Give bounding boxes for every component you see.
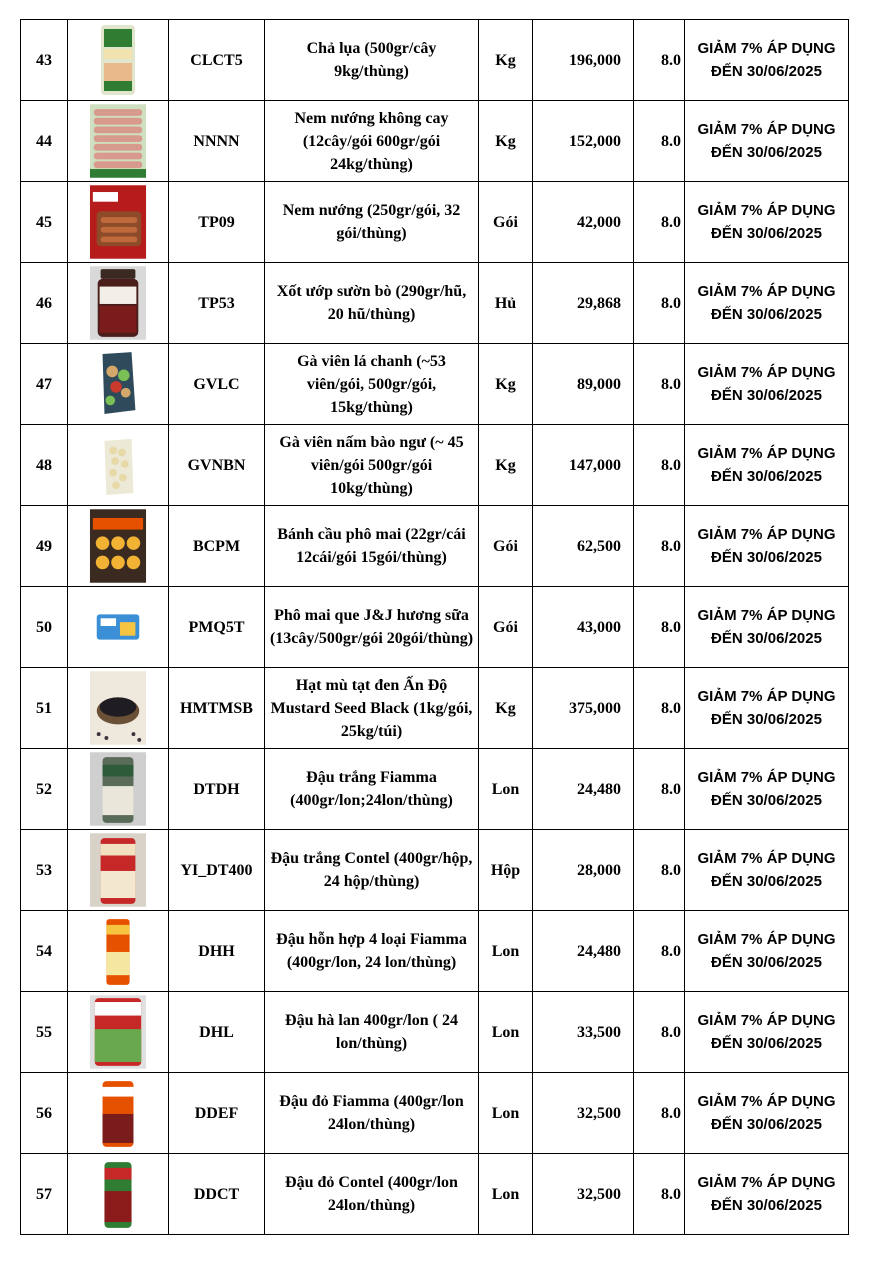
promotion-discount: GIẢM 7% ÁP DỤNG	[697, 202, 836, 219]
red-bean-fiamma-can-photo	[89, 1074, 147, 1152]
row-number: 47	[21, 344, 68, 425]
table-row	[21, 1154, 849, 1235]
promotion-note	[685, 911, 849, 992]
promotion-discount: GIẢM 7% ÁP DỤNG	[697, 1012, 836, 1029]
product-name: Gà viên lá chanh (~53 viên/gói, 500gr/gói, 15kg/thùng)	[265, 344, 479, 425]
pork-roll-package-photo	[89, 21, 147, 99]
promotion-end-date: ĐẾN 30/06/2025	[711, 144, 822, 161]
vat-rate: 8.0	[634, 1154, 685, 1235]
product-name: Đậu hỗn hợp 4 loại Fiamma (400gr/lon, 24 lon/thùng)	[265, 911, 479, 992]
product-code: NNNN	[169, 101, 265, 182]
vat-rate: 8.0	[634, 101, 685, 182]
promotion-note	[685, 263, 849, 344]
promotion-discount: GIẢM 7% ÁP DỤNG	[697, 283, 836, 300]
unit-price: 43,000	[533, 587, 634, 668]
promotion-note	[685, 344, 849, 425]
product-name: Đậu hà lan 400gr/lon ( 24 lon/thùng)	[265, 992, 479, 1073]
promotion-discount: GIẢM 7% ÁP DỤNG	[697, 40, 836, 57]
unit: Lon	[479, 1073, 533, 1154]
product-code: DDEF	[169, 1073, 265, 1154]
unit: Lon	[479, 911, 533, 992]
unit-price: 24,480	[533, 749, 634, 830]
product-name: Nem nướng (250gr/gói, 32 gói/thùng)	[265, 182, 479, 263]
row-number: 50	[21, 587, 68, 668]
unit: Gói	[479, 587, 533, 668]
product-code: TP09	[169, 182, 265, 263]
product-name: Đậu trắng Contel (400gr/hộp, 24 hộp/thùng)	[265, 830, 479, 911]
product-image-cell	[68, 182, 169, 263]
table-row	[21, 344, 849, 425]
unit-price: 152,000	[533, 101, 634, 182]
promotion-end-date: ĐẾN 30/06/2025	[711, 468, 822, 485]
row-number: 55	[21, 992, 68, 1073]
vat-rate: 8.0	[634, 425, 685, 506]
row-number: 57	[21, 1154, 68, 1235]
cheese-stick-pack-photo	[89, 588, 147, 666]
promotion-discount: GIẢM 7% ÁP DỤNG	[697, 688, 836, 705]
product-name: Đậu trắng Fiamma (400gr/lon;24lon/thùng)	[265, 749, 479, 830]
vat-rate: 8.0	[634, 344, 685, 425]
promotion-note	[685, 992, 849, 1073]
product-image-cell	[68, 1154, 169, 1235]
grilled-sausage-pack-photo	[89, 102, 147, 180]
promotion-end-date: ĐẾN 30/06/2025	[711, 954, 822, 971]
table-row	[21, 263, 849, 344]
mustard-seed-bowl-photo	[89, 669, 147, 747]
unit: Hộp	[479, 830, 533, 911]
unit-price: 32,500	[533, 1154, 634, 1235]
product-code: GVNBN	[169, 425, 265, 506]
promotion-end-date: ĐẾN 30/06/2025	[711, 873, 822, 890]
row-number: 49	[21, 506, 68, 587]
row-number: 52	[21, 749, 68, 830]
promotion-end-date: ĐẾN 30/06/2025	[711, 549, 822, 566]
product-image-cell	[68, 587, 169, 668]
red-bean-contel-can-photo	[89, 1155, 147, 1233]
promotion-note	[685, 830, 849, 911]
promotion-end-date: ĐẾN 30/06/2025	[711, 1116, 822, 1133]
product-image-cell	[68, 1073, 169, 1154]
row-number: 45	[21, 182, 68, 263]
unit-price: 89,000	[533, 344, 634, 425]
table-body	[21, 20, 849, 1235]
promotion-note	[685, 101, 849, 182]
promotion-discount: GIẢM 7% ÁP DỤNG	[697, 850, 836, 867]
product-code: HMTMSB	[169, 668, 265, 749]
product-image-cell	[68, 101, 169, 182]
promotion-note	[685, 20, 849, 101]
unit-price: 375,000	[533, 668, 634, 749]
product-code: GVLC	[169, 344, 265, 425]
table-row	[21, 749, 849, 830]
vat-rate: 8.0	[634, 182, 685, 263]
unit-price: 32,500	[533, 1073, 634, 1154]
vat-rate: 8.0	[634, 263, 685, 344]
promotion-note	[685, 1154, 849, 1235]
row-number: 56	[21, 1073, 68, 1154]
table-row	[21, 506, 849, 587]
row-number: 44	[21, 101, 68, 182]
unit: Gói	[479, 506, 533, 587]
promotion-discount: GIẢM 7% ÁP DỤNG	[697, 931, 836, 948]
product-code: TP53	[169, 263, 265, 344]
promotion-discount: GIẢM 7% ÁP DỤNG	[697, 445, 836, 462]
product-name: Đậu đỏ Contel (400gr/lon 24lon/thùng)	[265, 1154, 479, 1235]
product-name: Gà viên nấm bào ngư (~ 45 viên/gói 500gr/gói 10kg/thùng)	[265, 425, 479, 506]
promotion-discount: GIẢM 7% ÁP DỤNG	[697, 1093, 836, 1110]
product-code: DDCT	[169, 1154, 265, 1235]
promotion-note	[685, 506, 849, 587]
product-name: Đậu đỏ Fiamma (400gr/lon 24lon/thùng)	[265, 1073, 479, 1154]
row-number: 43	[21, 20, 68, 101]
green-pea-can-photo	[89, 993, 147, 1071]
product-image-cell	[68, 425, 169, 506]
table-row	[21, 101, 849, 182]
product-code: CLCT5	[169, 20, 265, 101]
table-row	[21, 668, 849, 749]
unit-price: 62,500	[533, 506, 634, 587]
mushroom-ball-bag-photo	[89, 426, 147, 504]
unit: Hủ	[479, 263, 533, 344]
product-image-cell	[68, 344, 169, 425]
product-code: DHH	[169, 911, 265, 992]
product-code: DTDH	[169, 749, 265, 830]
unit: Lon	[479, 749, 533, 830]
promotion-discount: GIẢM 7% ÁP DỤNG	[697, 769, 836, 786]
product-name: Xốt ướp sườn bò (290gr/hũ, 20 hũ/thùng)	[265, 263, 479, 344]
promotion-end-date: ĐẾN 30/06/2025	[711, 63, 822, 80]
promotion-note	[685, 182, 849, 263]
table-row	[21, 830, 849, 911]
unit: Kg	[479, 668, 533, 749]
mixed-bean-can-photo	[89, 912, 147, 990]
product-price-table	[20, 19, 849, 1235]
vat-rate: 8.0	[634, 506, 685, 587]
unit: Kg	[479, 20, 533, 101]
promotion-end-date: ĐẾN 30/06/2025	[711, 225, 822, 242]
product-image-cell	[68, 911, 169, 992]
promotion-end-date: ĐẾN 30/06/2025	[711, 1035, 822, 1052]
product-name: Chả lụa (500gr/cây 9kg/thùng)	[265, 20, 479, 101]
promotion-discount: GIẢM 7% ÁP DỤNG	[697, 526, 836, 543]
product-image-cell	[68, 668, 169, 749]
table-row	[21, 20, 849, 101]
promotion-note	[685, 1073, 849, 1154]
nem-nuong-box-photo	[89, 183, 147, 261]
promotion-end-date: ĐẾN 30/06/2025	[711, 387, 822, 404]
promotion-discount: GIẢM 7% ÁP DỤNG	[697, 607, 836, 624]
table-row	[21, 425, 849, 506]
product-code: BCPM	[169, 506, 265, 587]
chicken-ball-bag-photo	[89, 345, 147, 423]
unit-price: 33,500	[533, 992, 634, 1073]
vat-rate: 8.0	[634, 20, 685, 101]
unit-price: 42,000	[533, 182, 634, 263]
unit: Kg	[479, 425, 533, 506]
promotion-note	[685, 668, 849, 749]
table-row	[21, 992, 849, 1073]
promotion-note	[685, 587, 849, 668]
promotion-note	[685, 749, 849, 830]
unit: Lon	[479, 992, 533, 1073]
row-number: 48	[21, 425, 68, 506]
promotion-end-date: ĐẾN 30/06/2025	[711, 711, 822, 728]
vat-rate: 8.0	[634, 830, 685, 911]
sauce-jar-photo	[89, 264, 147, 342]
unit-price: 24,480	[533, 911, 634, 992]
product-name: Bánh cầu phô mai (22gr/cái 12cái/gói 15gói/thùng)	[265, 506, 479, 587]
product-image-cell	[68, 20, 169, 101]
promotion-discount: GIẢM 7% ÁP DỤNG	[697, 1174, 836, 1191]
row-number: 54	[21, 911, 68, 992]
vat-rate: 8.0	[634, 1073, 685, 1154]
promotion-discount: GIẢM 7% ÁP DỤNG	[697, 121, 836, 138]
unit-price: 196,000	[533, 20, 634, 101]
product-image-cell	[68, 506, 169, 587]
product-name: Hạt mù tạt đen Ấn Độ Mustard Seed Black (1kg/gói, 25kg/túi)	[265, 668, 479, 749]
vat-rate: 8.0	[634, 992, 685, 1073]
promotion-note	[685, 425, 849, 506]
row-number: 46	[21, 263, 68, 344]
white-bean-can-photo	[89, 750, 147, 828]
cheese-ball-tray-photo	[89, 507, 147, 585]
table-row	[21, 1073, 849, 1154]
product-code: PMQ5T	[169, 587, 265, 668]
unit: Lon	[479, 1154, 533, 1235]
product-image-cell	[68, 263, 169, 344]
row-number: 51	[21, 668, 68, 749]
table-row	[21, 587, 849, 668]
unit-price: 28,000	[533, 830, 634, 911]
vat-rate: 8.0	[634, 911, 685, 992]
promotion-end-date: ĐẾN 30/06/2025	[711, 630, 822, 647]
promotion-discount: GIẢM 7% ÁP DỤNG	[697, 364, 836, 381]
product-image-cell	[68, 830, 169, 911]
contel-bean-can-photo	[89, 831, 147, 909]
promotion-end-date: ĐẾN 30/06/2025	[711, 1197, 822, 1214]
promotion-end-date: ĐẾN 30/06/2025	[711, 792, 822, 809]
unit: Gói	[479, 182, 533, 263]
product-name: Phô mai que J&J hương sữa (13cây/500gr/gói 20gói/thùng)	[265, 587, 479, 668]
vat-rate: 8.0	[634, 668, 685, 749]
product-code: YI_DT400	[169, 830, 265, 911]
vat-rate: 8.0	[634, 749, 685, 830]
product-code: DHL	[169, 992, 265, 1073]
unit: Kg	[479, 101, 533, 182]
unit-price: 147,000	[533, 425, 634, 506]
product-image-cell	[68, 992, 169, 1073]
table-row	[21, 182, 849, 263]
row-number: 53	[21, 830, 68, 911]
unit-price: 29,868	[533, 263, 634, 344]
product-name: Nem nướng không cay (12cây/gói 600gr/gói 24kg/thùng)	[265, 101, 479, 182]
product-image-cell	[68, 749, 169, 830]
promotion-end-date: ĐẾN 30/06/2025	[711, 306, 822, 323]
vat-rate: 8.0	[634, 587, 685, 668]
unit: Kg	[479, 344, 533, 425]
table-row	[21, 911, 849, 992]
